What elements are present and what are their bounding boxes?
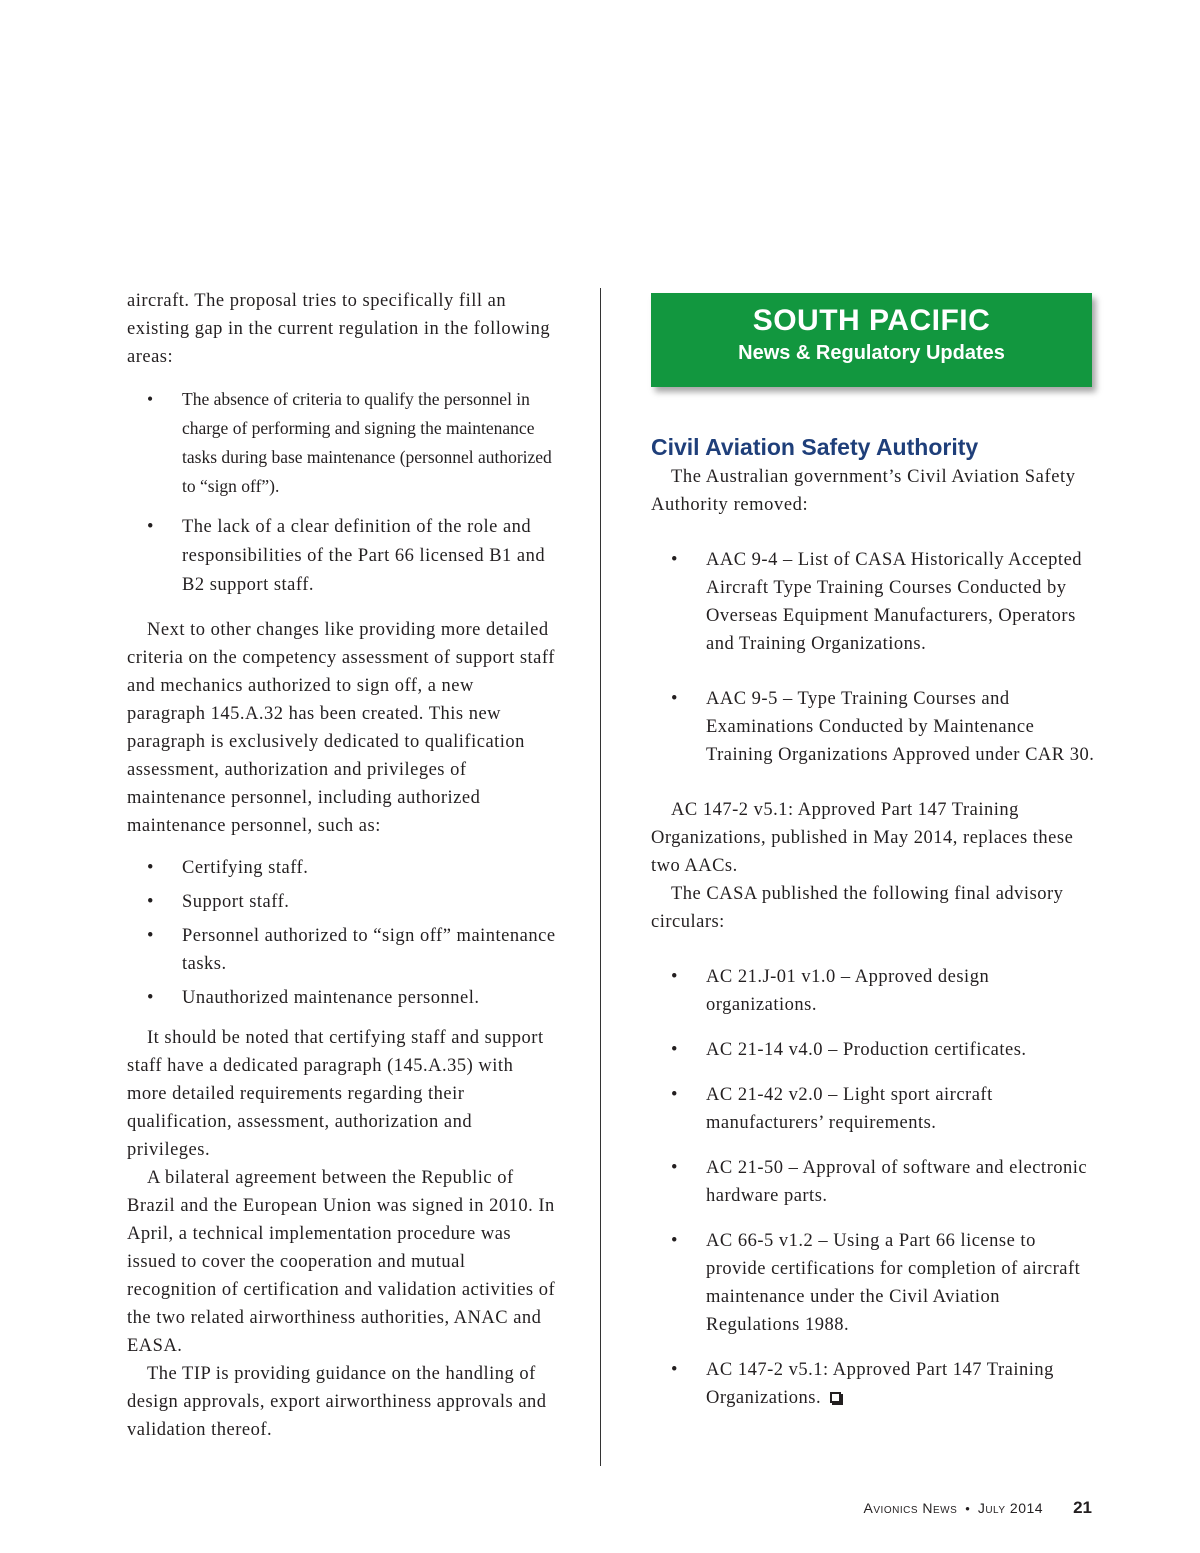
end-of-article-icon <box>830 1392 841 1403</box>
page-footer <box>864 1498 1092 1518</box>
bullet-icon: • <box>671 1231 678 1251</box>
issue-date: July 2014 <box>977 1500 1044 1516</box>
next-changes-paragraph: Next to other changes like providing more detailed criteria on the competency assessment of support staff and mechanics authorized to sign off, a new paragraph 145.A.32 has been created. This new paragraph is exclusively dedicated to qualification assessment, authorization and privileges of maintenance personnel, including authorized maintenance personnel, such as: <box>127 620 555 836</box>
bullet-icon: • <box>671 1360 678 1380</box>
gap-bullet-list <box>127 385 557 600</box>
left-column <box>127 287 557 1444</box>
list-item <box>127 888 557 916</box>
list-item <box>651 1154 1096 1210</box>
page-number: 21 <box>1073 1498 1092 1517</box>
bullet-icon: • <box>147 858 154 878</box>
casa-published-paragraph: The CASA published the following final advisory circulars: <box>651 884 1064 932</box>
list-item-text: AC 21-14 v4.0 – Production certificates. <box>706 1040 1027 1060</box>
list-item <box>651 1036 1096 1064</box>
list-item-text: AC 21.J-01 v1.0 – Approved design organizations. <box>706 967 990 1015</box>
tip-paragraph: The TIP is providing guidance on the handling of design approvals, export airworthiness approvals and validation thereof. <box>127 1364 547 1440</box>
list-item-text: Certifying staff. <box>182 858 309 878</box>
bullet-icon: • <box>671 689 678 709</box>
bullet-icon: • <box>147 926 154 946</box>
list-item <box>651 963 1096 1019</box>
left-intro-paragraph: aircraft. The proposal tries to specifically fill an existing gap in the current regulation in the following areas: <box>127 291 551 367</box>
noted-paragraph: It should be noted that certifying staff and support staff have a dedicated paragraph (145.A.35) with more detailed requirements regarding their qualification, assessment, authorization and privileges. <box>127 1028 544 1160</box>
list-item-text: AC 21-50 – Approval of software and electronic hardware parts. <box>706 1158 1088 1206</box>
circulars-bullet-list <box>651 963 1096 1412</box>
list-item-text: Support staff. <box>182 892 290 912</box>
list-item <box>651 1356 1096 1412</box>
list-item <box>127 984 557 1012</box>
bullet-icon: • <box>147 517 154 537</box>
right-column <box>651 293 1096 1412</box>
list-item <box>127 854 557 882</box>
banner-title: SOUTH PACIFIC <box>752 304 991 337</box>
bullet-icon: • <box>671 1085 678 1105</box>
section-banner <box>651 293 1092 387</box>
list-item-text: Personnel authorized to “sign off” maintenance tasks. <box>182 926 556 974</box>
ac147-paragraph: AC 147-2 v5.1: Approved Part 147 Training Organizations, published in May 2014, replaces these two AACs. <box>651 800 1074 876</box>
list-item-text: The lack of a clear definition of the role and responsibilities of the Part 66 licensed B1 and B2 support staff. <box>182 517 546 595</box>
bullet-icon: • <box>147 988 154 1008</box>
list-item-text: Unauthorized maintenance personnel. <box>182 988 480 1008</box>
list-item-text: AC 21-42 v2.0 – Light sport aircraft manufacturers’ requirements. <box>706 1085 993 1133</box>
removed-bullet-list <box>651 546 1096 769</box>
list-item <box>651 685 1096 769</box>
list-item <box>651 546 1096 658</box>
list-item <box>651 1227 1096 1339</box>
casa-intro-paragraph: The Australian government’s Civil Aviation Safety Authority removed: <box>651 467 1076 515</box>
bullet-icon: • <box>147 389 154 409</box>
staff-bullet-list <box>127 854 557 1012</box>
list-item-text: The absence of criteria to qualify the personnel in charge of performing and signing the maintenance tasks during base maintenance (personnel authorized to “sign off”). <box>182 389 552 496</box>
bullet-icon: • <box>671 967 678 987</box>
list-item-text: AC 66-5 v1.2 – Using a Part 66 license to provide certifications for completion of aircraft maintenance under the Civil Aviation Regulations 1988. <box>706 1231 1081 1335</box>
list-item <box>127 513 557 600</box>
bullet-icon: • <box>671 1040 678 1060</box>
bullet-icon: • <box>671 550 678 570</box>
list-item <box>127 922 557 978</box>
bullet-icon: • <box>671 1158 678 1178</box>
list-item <box>651 1081 1096 1137</box>
column-divider <box>600 288 601 1466</box>
footer-separator: • <box>965 1501 970 1516</box>
publication-name: Avionics News <box>863 1500 958 1516</box>
list-item-text: AAC 9-5 – Type Training Courses and Examinations Conducted by Maintenance Training Organizations Approved under CAR 30. <box>706 689 1095 765</box>
bilateral-paragraph: A bilateral agreement between the Republic of Brazil and the European Union was signed in 2010. In April, a technical implementation procedure was issued to cover the cooperation and mutual recognition of certification and validation activities of the two related airworthiness authorities, ANAC and EASA. <box>127 1168 556 1356</box>
list-item <box>127 385 557 501</box>
list-item-text: AAC 9-4 – List of CASA Historically Accepted Aircraft Type Training Courses Conducted by Overseas Equipment Manufacturers, Operators and Training Organizations. <box>706 550 1083 654</box>
banner-subtitle: News & Regulatory Updates <box>738 342 1005 364</box>
list-item-text: AC 147-2 v5.1: Approved Part 147 Training Organizations. <box>706 1360 1054 1408</box>
bullet-icon: • <box>147 892 154 912</box>
section-heading: Civil Aviation Safety Authority <box>651 434 979 460</box>
